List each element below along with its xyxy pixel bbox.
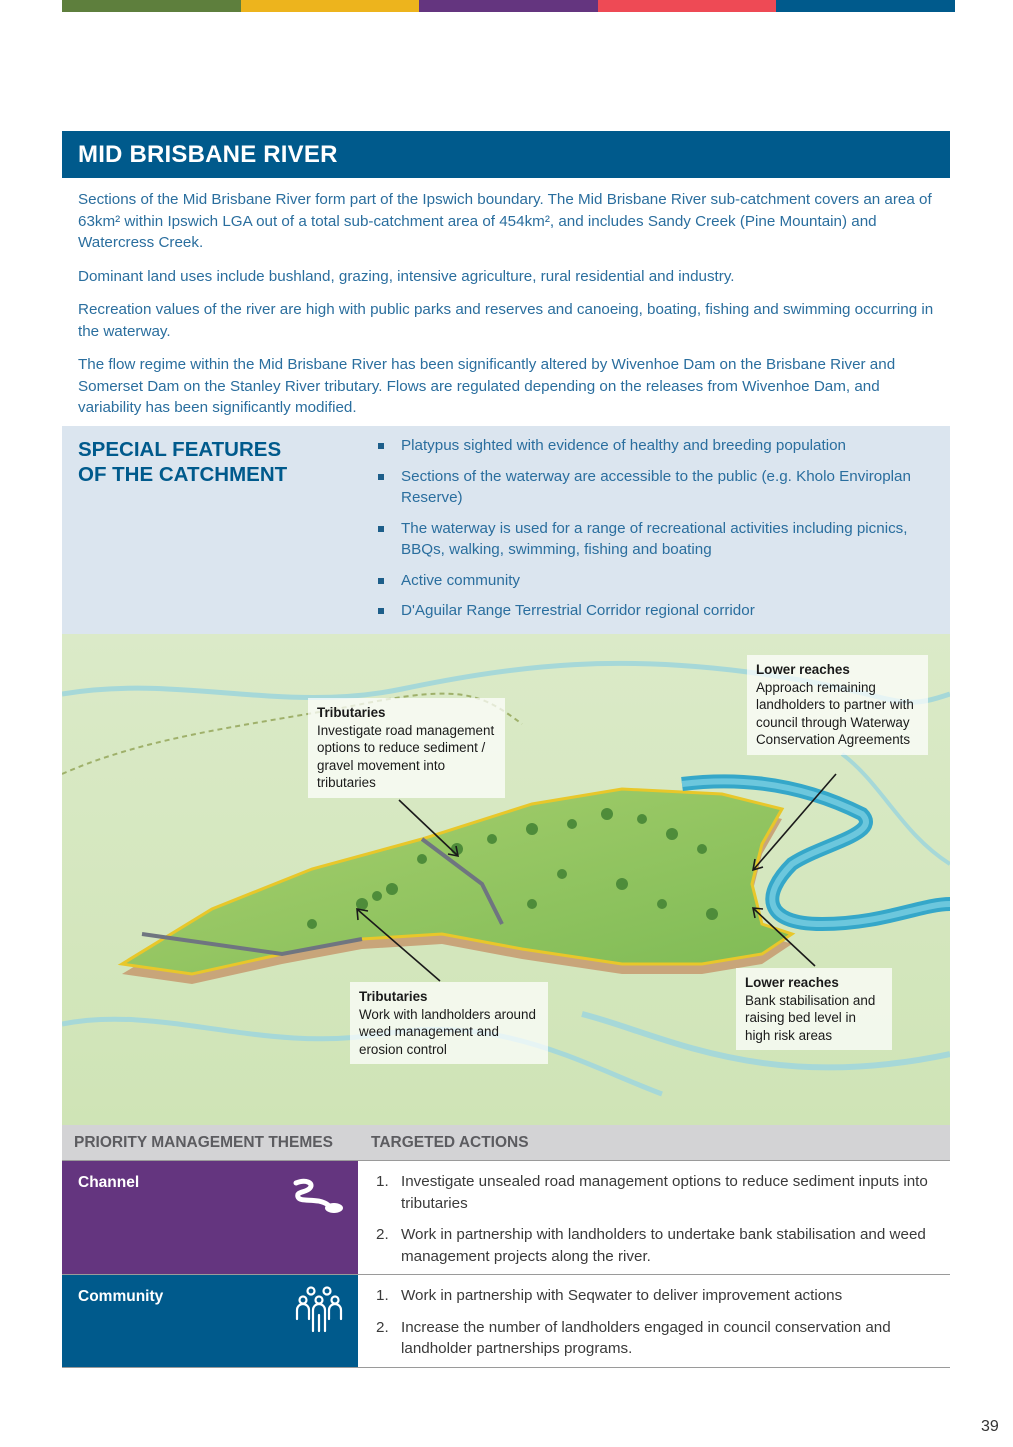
color-segment-purple — [419, 0, 598, 12]
catchment-map — [62, 634, 950, 1125]
themes-header-left: PRIORITY MANAGEMENT THEMES — [74, 1133, 333, 1151]
color-segment-blue — [776, 0, 955, 12]
features-title-line: SPECIAL FEATURES — [78, 438, 282, 461]
feature-item: Platypus sighted with evidence of healthy and breeding population — [376, 435, 916, 457]
intro-text — [78, 189, 938, 431]
action-text: Work in partnership with Seqwater to deliver improvement actions — [401, 1287, 843, 1304]
themes-header — [62, 1125, 950, 1160]
map-callout-lower-reaches-landholders — [747, 655, 928, 755]
callout-text: Investigate road management options to reduce sediment / gravel movement into tributaries — [317, 722, 495, 791]
special-features-panel — [62, 426, 950, 634]
river-channel-icon — [288, 1175, 344, 1222]
action-item — [376, 1285, 950, 1307]
callout-text: Work with landholders around weed management and erosion control — [359, 1006, 536, 1057]
callout-title: Lower reaches — [745, 975, 839, 990]
action-item — [376, 1317, 950, 1360]
action-number: 1. — [376, 1173, 389, 1190]
intro-paragraph: Sections of the Mid Brisbane River form part of the Ipswich boundary. The Mid Brisbane River sub-catchment covers an area of 63km² within Ipswich LGA out of a total sub-catchment area of 454km², and includes Sandy Creek (Pine Mountain) and Watercress Creek. — [78, 191, 932, 251]
theme-row-channel — [62, 1160, 950, 1275]
actions-cell — [358, 1161, 950, 1274]
people-group-icon — [294, 1285, 344, 1342]
actions-cell — [358, 1275, 950, 1367]
themes-header-right: TARGETED ACTIONS — [371, 1133, 529, 1151]
action-text: Work in partnership with landholders to undertake bank stabilisation and weed management projects along the river. — [401, 1226, 926, 1265]
actions-list — [376, 1171, 950, 1267]
feature-item: Sections of the waterway are accessible to the public (e.g. Kholo Enviroplan Reserve) — [376, 466, 916, 509]
callout-title: Tributaries — [317, 705, 386, 720]
intro-paragraph: Recreation values of the river are high with public parks and reserves and canoeing, boating, fishing and swimming occurring in the waterway. — [78, 301, 934, 340]
callout-title: Lower reaches — [756, 662, 850, 677]
actions-list — [376, 1285, 950, 1360]
theme-cell — [62, 1161, 358, 1274]
action-number: 1. — [376, 1287, 389, 1304]
color-segment-green — [62, 0, 241, 12]
theme-name: Channel — [78, 1174, 140, 1191]
action-text: Increase the number of landholders engaged in council conservation and landholder partnerships programs. — [401, 1318, 891, 1357]
action-item — [376, 1171, 950, 1214]
action-number: 2. — [376, 1318, 389, 1336]
action-text: Investigate unsealed road management options to reduce sediment inputs into tributaries — [401, 1173, 928, 1212]
color-segment-red — [598, 0, 777, 12]
callout-text: Approach remaining landholders to partner with council through Waterway Conservation Agreements — [756, 679, 914, 748]
feature-item: Active community — [376, 570, 916, 592]
feature-item: D'Aguilar Range Terrestrial Corridor regional corridor — [376, 600, 916, 622]
theme-name: Community — [78, 1288, 164, 1305]
top-color-bar — [62, 0, 955, 12]
action-number: 2. — [376, 1226, 389, 1243]
features-title-line: OF THE CATCHMENT — [78, 463, 288, 486]
section-title: MID BRISBANE RIVER — [62, 131, 950, 178]
intro-paragraph: The flow regime within the Mid Brisbane River has been significantly altered by Wivenhoe Dam on the Brisbane River and Somerset Dam on the Stanley River tributary. Flows are regulated depending on the releases from Wivenhoe Dam, and variability has been significantly modified. — [78, 356, 896, 416]
management-themes-table — [62, 1125, 950, 1368]
action-item — [376, 1224, 950, 1267]
theme-row-community — [62, 1275, 950, 1368]
map-callout-lower-reaches-banks — [736, 968, 892, 1050]
page-number: 39 — [981, 1418, 999, 1435]
map-callout-tributaries-weeds — [350, 982, 548, 1064]
special-features-title — [78, 437, 358, 487]
features-list — [376, 435, 916, 631]
map-callout-tributaries-road — [308, 698, 505, 798]
theme-cell — [62, 1275, 358, 1367]
feature-item: The waterway is used for a range of recreational activities including picnics, BBQs, walking, swimming, fishing and boating — [376, 518, 916, 561]
color-segment-yellow — [241, 0, 420, 12]
callout-text: Bank stabilisation and raising bed level in high risk areas — [745, 992, 876, 1043]
intro-paragraph: Dominant land uses include bushland, grazing, intensive agriculture, rural residential and industry. — [78, 267, 735, 285]
callout-title: Tributaries — [359, 989, 428, 1004]
